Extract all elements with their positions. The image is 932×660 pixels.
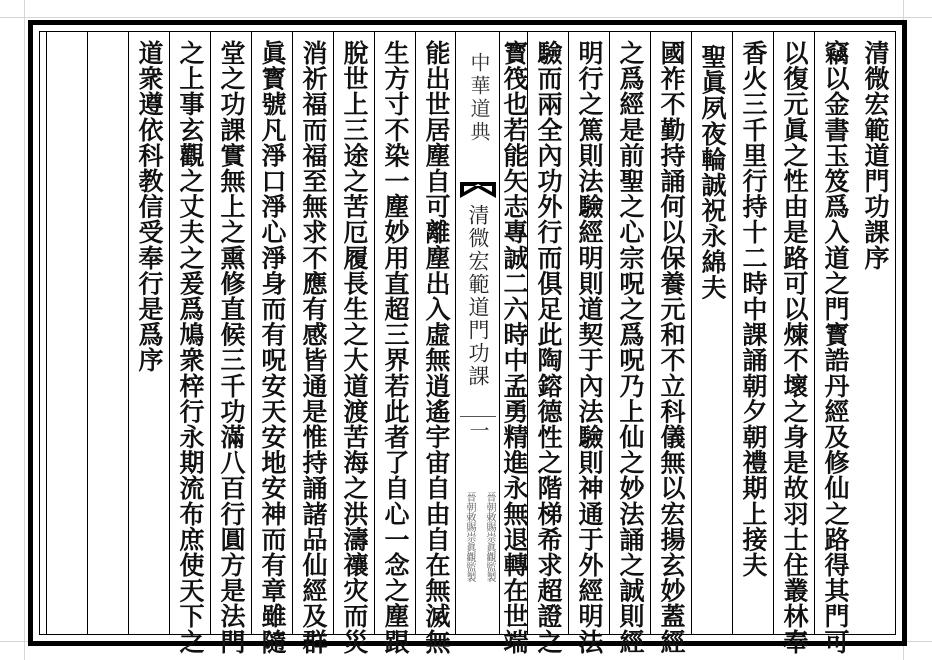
- text-line: 竊以金書玉笈爲入道之門寳誥丹經及修仙之路得其門可: [821, 40, 850, 655]
- page-edge-top: [0, 17, 932, 18]
- text-line: 生方寸不染一塵妙用直超三界若此者了自心一念之塵跟: [381, 40, 410, 655]
- text-line: 國祚不勤持誦何以保養元和不立科儀無以宏揚玄妙蓋經: [657, 40, 686, 655]
- preface-title: 清微宏範道門功課序: [861, 40, 890, 271]
- text-column: [732, 32, 773, 634]
- book-page-frame: [28, 20, 907, 655]
- text-column-empty: [87, 32, 128, 634]
- text-column: [251, 32, 292, 655]
- text-column: [128, 32, 169, 634]
- text-column-title: [855, 32, 895, 634]
- text-column: [568, 32, 609, 655]
- text-line: 能出世居塵自可離塵出入虛無逍遙宇宙自由自在無滅無: [422, 40, 451, 655]
- center-divider: [460, 416, 496, 417]
- publisher-note-left: 晉朝敕賜崇眞觀監製: [464, 492, 475, 582]
- center-strip: [455, 32, 500, 634]
- text-column: [773, 32, 814, 655]
- text-line: 之上事玄觀之丈夫之爰爲鳩衆梓行永期流布庶使天下之: [176, 40, 205, 655]
- text-line: 之爲經是前聖之心宗呪之爲呪乃上仙之妙法誦之誠則經: [616, 40, 645, 655]
- text-column: [650, 32, 691, 655]
- text-column: [333, 32, 374, 655]
- publisher-note-right: 晉朝敕賜崇眞觀監製: [484, 492, 495, 582]
- text-line: 聖眞夙夜輪誠祝永綿夫: [698, 44, 727, 300]
- page-edge-left: [24, 0, 25, 660]
- text-line: 道衆遵依科教信受奉行是爲序: [135, 40, 164, 373]
- text-line: 香火三千里行持十二時中課誦朝夕朝禮期上接夫: [739, 40, 768, 578]
- text-column: [415, 32, 456, 655]
- text-grid: [39, 31, 896, 655]
- text-column: [499, 32, 529, 655]
- book-title: 中華道典: [467, 52, 491, 144]
- text-column: [609, 32, 650, 655]
- text-line: 明行之篤則法驗經明則道契于內法驗則神通于外經明法: [575, 40, 604, 655]
- text-column: [169, 32, 210, 655]
- text-column: [691, 32, 732, 634]
- text-line: 脫世上三途之苦厄履長生之大道渡苦海之洪濤禳灾而災: [340, 40, 369, 655]
- text-column: [210, 32, 251, 655]
- text-column: [292, 32, 333, 655]
- text-column: [374, 32, 415, 655]
- page-number: 一: [466, 420, 490, 440]
- chapter-title: 清微宏範道門功課: [466, 204, 490, 388]
- text-line: 寳筏也若能矢志專誠二六時中孟勇精進永無退轉在世端: [500, 40, 529, 655]
- text-line: 驗而兩全內功外行而俱足此陶鎔德性之階梯希求超證之: [534, 40, 563, 655]
- text-line: 眞寳號凡淨口淨心淨身而有呪安天安地安神而有章雖隨: [258, 40, 287, 655]
- text-column-empty: [46, 32, 87, 634]
- text-line: 以復元眞之性由是路可以煉不壞之身是故羽士住叢林奉: [780, 40, 809, 655]
- text-line: 消祈福而福至無求不應有感皆通是惟持誦諸品仙經及群: [299, 40, 328, 655]
- text-column: [814, 32, 855, 655]
- text-line: 堂之功課實無上之熏修直候三千功滿八百行圓方是法門: [217, 40, 246, 655]
- fishtail-mark-icon: [460, 182, 496, 198]
